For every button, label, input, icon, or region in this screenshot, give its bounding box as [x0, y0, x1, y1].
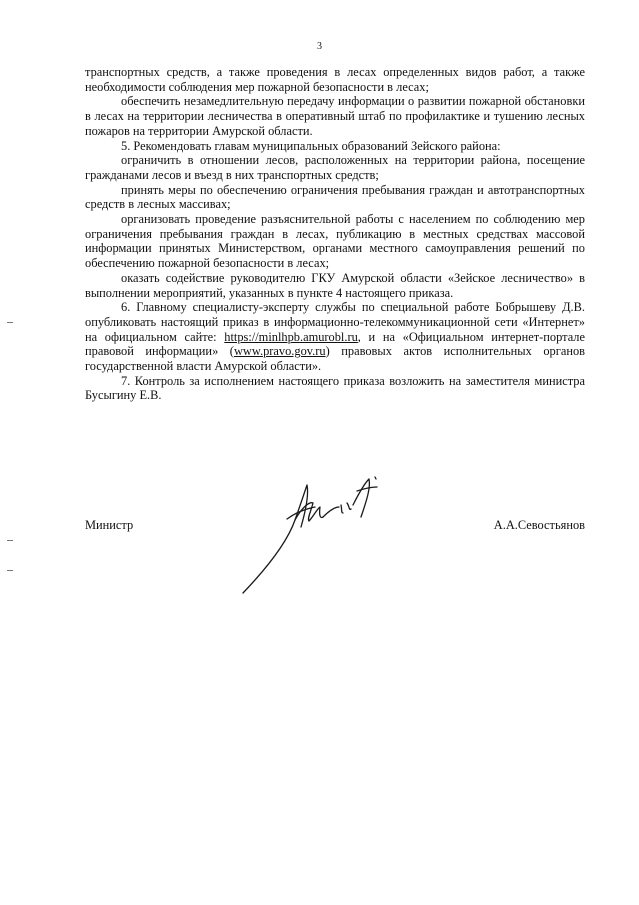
- page-number: 3: [317, 41, 322, 52]
- margin-mark: [7, 322, 13, 323]
- pravo-portal-link[interactable]: www.pravo.gov.ru: [233, 344, 326, 359]
- signatory-title: Министр: [85, 518, 134, 532]
- paragraph-6: оказать содействие руководителю ГКУ Амурской области «Зейское лесничество» в выполнении мероприятий, указанных в пункте 4 настоящего приказа.: [85, 270, 585, 300]
- ministry-website-link[interactable]: https://minlhpb.amurobl.ru: [224, 329, 358, 344]
- paragraph-list: [85, 65, 585, 300]
- paragraph-5: организовать проведение разъяснительной работы с населением по соблюдению мер ограничения пребывания граждан в лесах, публикацию в местных средствах массовой информации принятых Министерством, органами местного самоуправления решений по обеспечению пожарной безопасности в лесах;: [85, 212, 585, 271]
- paragraph-1: обеспечить незамедлительную передачу информации о развитии пожарной обстановки в лесах на территории лесничества в оперативный штаб по профилактике и тушению лесных пожаров на территории Амурской области.: [85, 94, 585, 138]
- paragraph-2: 5. Рекомендовать главам муниципальных образований Зейского района:: [121, 138, 501, 153]
- paragraph-item-7: 7. Контроль за исполнением настоящего приказа возложить на заместителя министра Бусыгину Е.В.: [85, 373, 585, 403]
- paragraph-item-6: [85, 300, 585, 374]
- item6-text-end: ) правовых актов исполнительных органов государственной власти Амурской области».: [85, 344, 585, 374]
- item6-text-middle: , и на «Официальном интернет-портале правовой информации» (: [85, 329, 585, 359]
- handwritten-signature: [225, 465, 385, 600]
- signatory-name: А.А.Севостьянов: [493, 518, 585, 532]
- paragraph-3: ограничить в отношении лесов, расположенных на территории района, посещение гражданами лесов и въезд в них транспортных средств;: [85, 153, 585, 182]
- document-body: [85, 65, 585, 403]
- margin-mark: [7, 540, 13, 541]
- paragraph-4: принять меры по обеспечению ограничения пребывания граждан и автотранспортных средств в лесных массивах;: [85, 182, 585, 212]
- margin-mark: [7, 570, 13, 571]
- paragraph-0: транспортных средств, а также проведения в лесах определенных видов работ, а также необходимости соблюдения мер пожарной безопасности в лесах;: [85, 65, 585, 94]
- item6-text-start: 6. Главному специалисту-эксперту службы по специальной работе Бобрышеву Д.В. опубликовать настоящий приказ в информационно-телекоммуникационной сети «Интернет» на официальном сайте:: [85, 300, 585, 344]
